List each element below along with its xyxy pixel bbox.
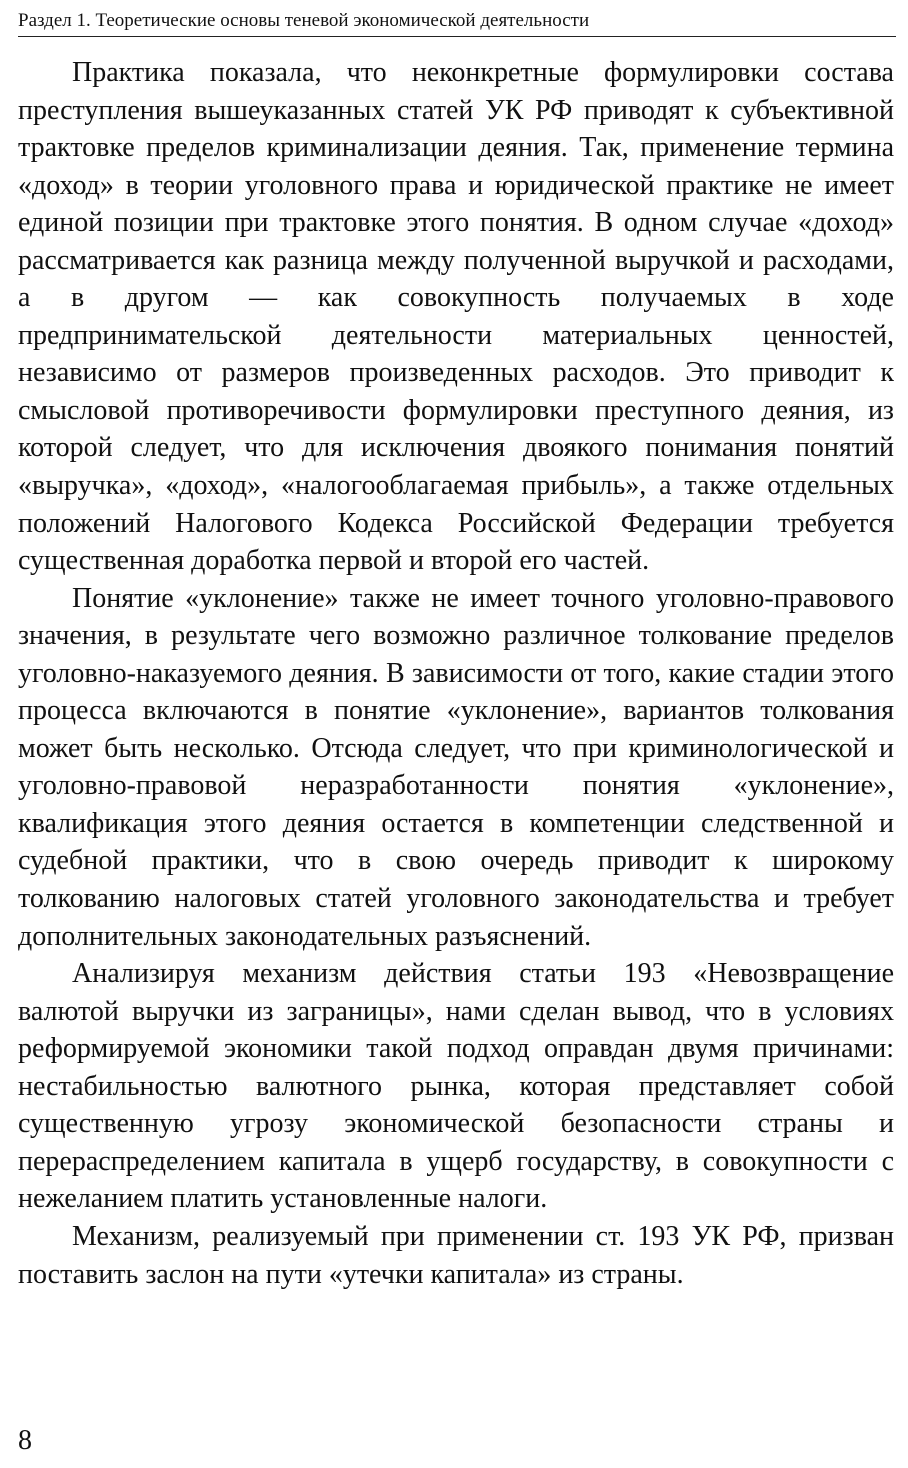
body-text — [18, 54, 894, 1293]
paragraph-1: Практика показала, что неконкретные формулировки состава преступления вышеуказанных статей УК РФ приводят к субъективной трактовке пределов криминализации деяния. Так, применение термина «доход» в теории уголовного права и юридической практике не имеет единой позиции при трактовке этого понятия. В одном случае «доход» рассматривается как разница между полученной выручкой и расходами, а в другом — как совокупность получаемых в ходе предпринимательской деятельности материальных ценностей, независимо от размеров произведенных расходов. Это приводит к смысловой противоречивости формулировки преступного деяния, из которой следует, что для исключения двоякого понимания понятий «выручка», «доход», «налогооблагаемая прибыль», а также отдельных положений Налогового Кодекса Российской Федерации требуется существенная доработка первой и второй его частей. — [18, 57, 894, 577]
paragraph-2: Понятие «уклонение» также не имеет точного уголовно-правового значения, в результате чего возможно различное толкование пределов уголовно-наказуемого деяния. В зависимости от того, какие стадии этого процесса включаются в понятие «уклонение», вариантов толкования может быть несколько. Отсюда следует, что при криминологической и уголовно-правовой неразработанности понятия «уклонение», квалификация этого деяния остается в компетенции следственной и судебной практики, что в свою очередь приводит к широкому толкованию налоговых статей уголовного законодательства и требует дополнительных законодательных разъяснений. — [18, 582, 894, 952]
paragraph-3: Анализируя механизм действия статьи 193 «Невозвращение валютой выручки из заграницы», нами сделан вывод, что в условиях реформируемой экономики такой подход оправдан двумя причинами: нестабильностью валютного рынка, которая представляет собой существенную угрозу экономической безопасности страны и перераспределением капитала в ущерб государству, в совокупности с нежеланием платить установленные налоги. — [18, 958, 894, 1215]
running-head: Раздел 1. Теоретические основы теневой экономической деятельности — [18, 8, 896, 37]
paragraph-4: Механизм, реализуемый при применении ст. 193 УК РФ, призван поставить заслон на пути «утечки капитала» из страны. — [18, 1220, 894, 1290]
page-number: 8 — [18, 1425, 32, 1456]
